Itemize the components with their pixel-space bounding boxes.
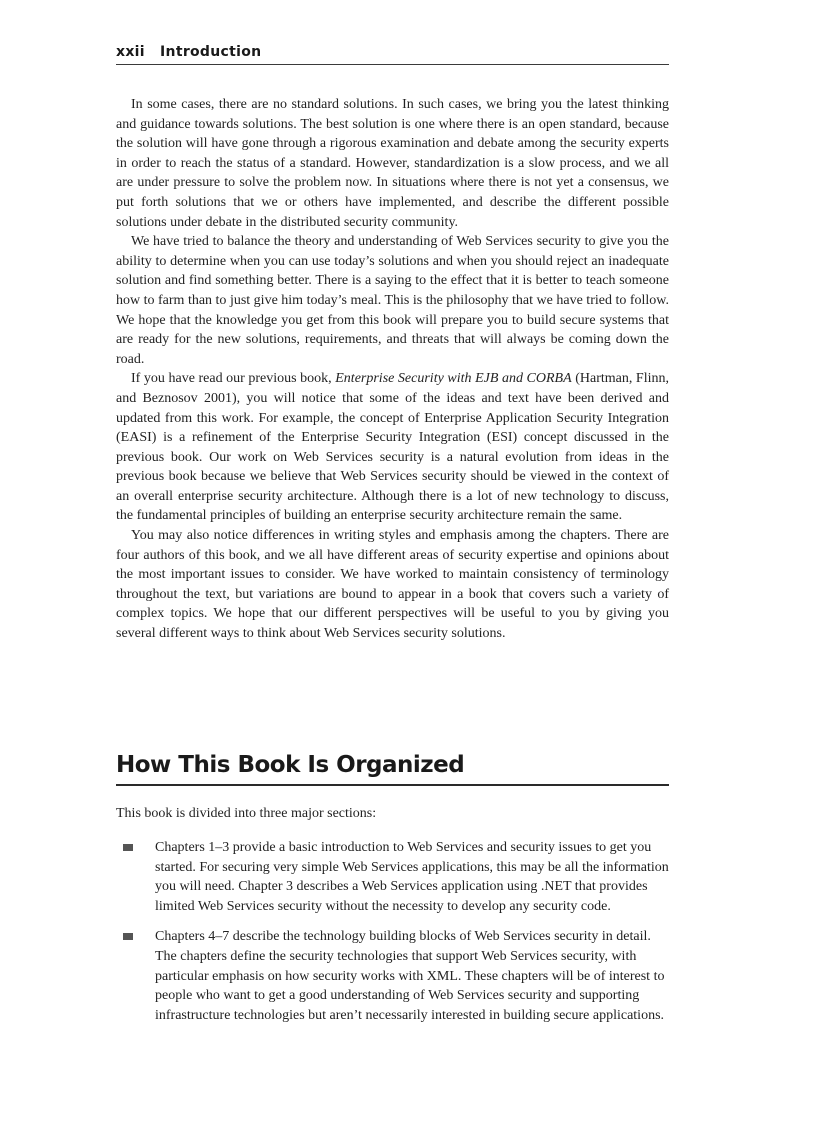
list-item-text: Chapters 4–7 describe the technology building blocks of Web Services security in detail. The chapters define the security technologies that support Web Services security, with particular emphasis on how security works with XML. These chapters will be of interest to people who want to get a good understanding of Web Services security and supporting infrastructure technologies but aren’t necessarily interested in building secure applications. [155, 929, 665, 1023]
bullet-square-icon [123, 933, 133, 940]
list-item [116, 927, 669, 1025]
running-title: Introduction [160, 44, 262, 60]
paragraph-standards: In some cases, there are no standard solutions. In such cases, we bring you the latest thinking and guidance towards solutions. The best solution is one where there is an open standard, because the solution will have gone through a rigorous examination and debate among the security experts in order to reach the status of a standard. However, standardization is a slow process, and we all are under pressure to solve the problem now. In situations where there is not yet a consensus, we put forth solutions that we or others have implemented, and describe the different possible solutions under debate in the distributed security community. [116, 97, 669, 230]
running-head [116, 44, 669, 65]
page-number: xxii [116, 44, 145, 60]
bullet-square-icon [123, 844, 133, 851]
list-item-text: Chapters 1–3 provide a basic introduction to Web Services and security issues to get you started. For securing very simple Web Services applications, this may be all the information you will need. Chapter 3 describes a Web Services application using .NET that provides limited Web Services security without the necessity to develop any security code. [155, 840, 669, 914]
paragraph-theory-balance: We have tried to balance the theory and understanding of Web Services security to give you the ability to determine when you can use today’s solutions and when you should reject an inadequate solution and find something better. There is a saying to the effect that it is better to teach someone how to farm than to just give him today’s meal. This is the philosophy that we have tried to follow. We hope that the knowledge you get from this book will prepare you to build secure systems that are ready for the new solutions, requirements, and threats that will always be coming down the road. [116, 234, 669, 367]
paragraph-writing-styles: You may also notice differences in writing styles and emphasis among the chapters. There are four authors of this book, and we all have different areas of security expertise and opinions about the most important issues to consider. We have worked to maintain consistency of terminology throughout the text, but variations are bound to appear in a book that covers such a variety of complex topics. We hope that our different perspectives will be useful to you by giving you several different ways to think about Web Services security solutions. [116, 528, 669, 642]
paragraph-previous-book-rest: (Hartman, Flinn, and Beznosov 2001), you will notice that some of the ideas and text have been derived and updated from this work. For example, the concept of Enterprise Application Security Integration (EASI) is a refinement of the Enterprise Security Integration (ESI) concept discussed in the previous book. Our work on Web Services security is a natural evolution from ideas in the previous book because we believe that Web Services security should be viewed in the context of an overall enterprise security architecture. Although there is a lot of new technology to discuss, the fundamental principles of building an enterprise security architecture remain the same. [116, 371, 669, 524]
previous-book-title: Enterprise Security with EJB and CORBA [335, 371, 572, 387]
chapter-list [116, 838, 669, 1036]
body-text [116, 95, 669, 644]
section-heading: How This Book Is Organized [116, 752, 669, 786]
paragraph-previous-book-lead: If you have read our previous book, [131, 371, 336, 387]
paragraph-previous-book [116, 369, 669, 526]
list-item [116, 838, 669, 916]
section-intro: This book is divided into three major sections: [116, 806, 377, 821]
